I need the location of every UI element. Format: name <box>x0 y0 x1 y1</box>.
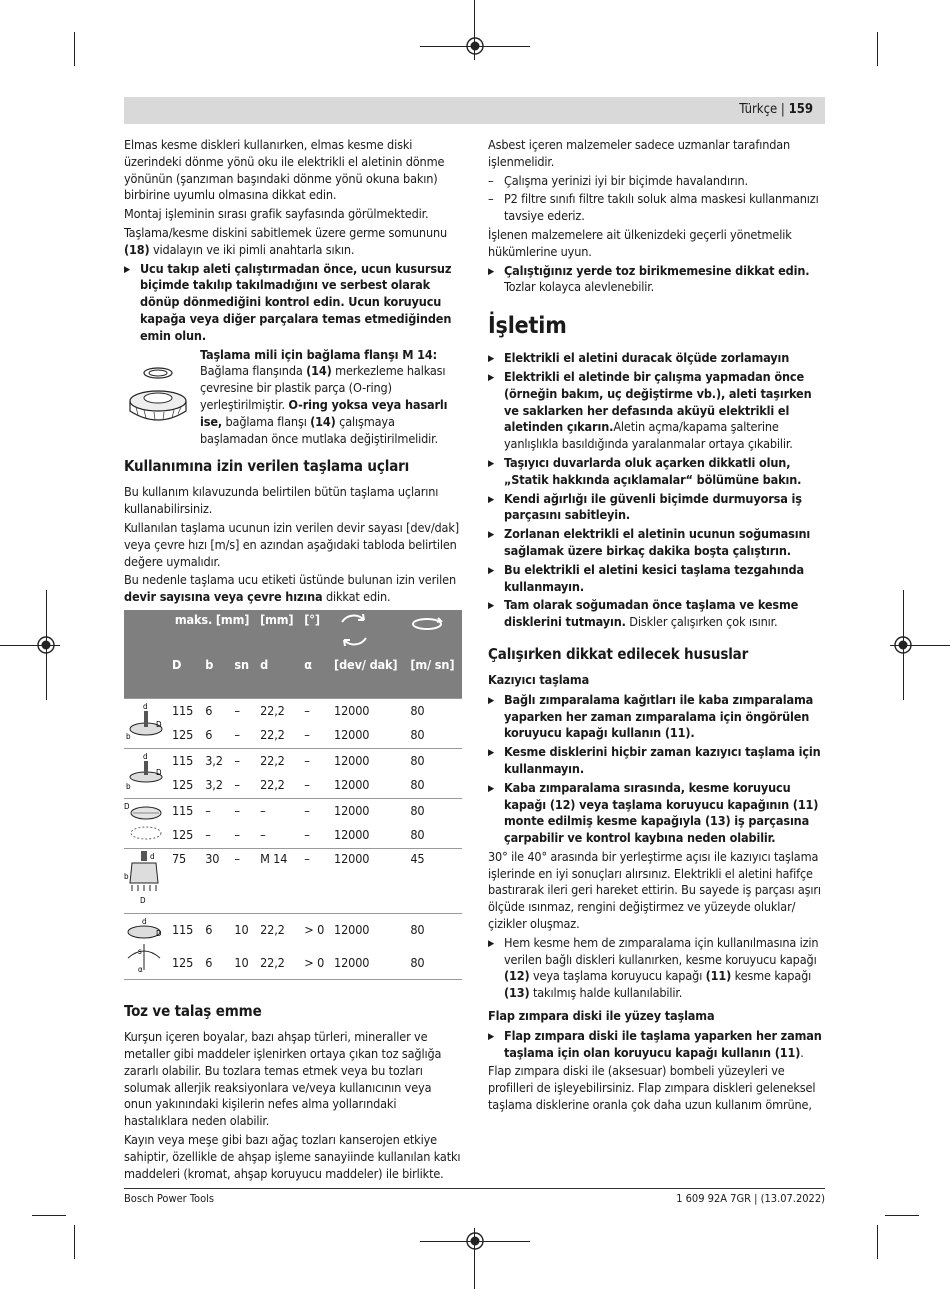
table-cell: 12000 <box>334 954 370 970</box>
disc-type-icon <box>124 848 168 914</box>
warning-bullet: ▶ Ucu takıp aleti çalıştırmadan önce, ucun kusursuz biçimde takılıp takılmadığını ve serbest olarak dönüp dönmediğini kontrol edin. Ucun koruyucu kapağa veya diğer parçalara temas etmediğinden emin olun. <box>124 261 462 345</box>
table-cell: 115 <box>168 914 201 947</box>
table-row <box>124 724 462 749</box>
table-cell: 80 <box>410 777 425 793</box>
table-cell: – <box>234 777 240 793</box>
table-head: maks. [mm] <box>168 610 256 655</box>
crop-mark <box>74 32 75 66</box>
info-bullet: ▶ Hem kesme hem de zımparalama için kullanılmasına izin verilen bağlı diskleri kullanırken, kesme koruyucu kapağı (12) veya taşlama koruyucu kapağı (11) kesme kapağı (13) takılmış halde kullanılabilir. <box>488 935 825 1002</box>
left-column <box>124 137 462 1184</box>
table-cell: – <box>304 827 310 842</box>
table-head: D <box>168 655 201 699</box>
page-header <box>124 97 825 124</box>
warning-bullet: ▶ Flap zımpara diski ile taşlama yaparken her zaman taşlama için olan koruyucu kapağı kullanın (11). <box>488 1028 825 1062</box>
paragraph: Bu nedenle taşlama ucu etiketi üstünde bulunan izin verilen devir sayısına veya çevre hızına dikkat edin. <box>124 572 456 605</box>
table-cell: 30 <box>201 848 230 914</box>
paragraph: 30° ile 40° arasında bir yerleştirme açısı ile kazıyıcı taşlama işlerinde en iyi sonuçları alırsınız. Elektrikli el aletini hafifçe bastırarak ileri geri hareket ettirin. Bu sayede iş parçası aşırı ölçüde ısınmaz, rengini değiştirmez ve yüzeyde oluklar/çizikler oluşmaz. <box>488 848 821 932</box>
warning-bullet: ▶ Bu elektrikli el aletini kesici taşlama tezgahında kullanmayın. <box>488 562 825 596</box>
table-cell: 6 <box>205 727 213 743</box>
table-cell: 80 <box>410 827 425 842</box>
table-cell: 3,2 <box>201 749 230 774</box>
table-cell: – <box>304 727 310 743</box>
dash-item: – Çalışma yerinizi iyi bir biçimde havalandırın. <box>488 173 825 190</box>
table-cell: – <box>300 749 330 774</box>
paragraph: Montaj işleminin sırası grafik sayfasında görülmektedir. <box>124 206 429 222</box>
warning-bullet: ▶ Çalıştığınız yerde toz birikmemesine dikkat edin. Tozlar kolayca alevlenebilir. <box>488 263 825 297</box>
table-cell: 12000 <box>330 749 406 774</box>
disc-type-icon <box>124 914 168 980</box>
table-head: d <box>256 655 300 699</box>
table-cell: 6 <box>201 914 230 947</box>
table-cell: 80 <box>406 749 462 774</box>
crop-mark <box>877 32 878 66</box>
table-cell: 115 <box>168 699 201 724</box>
subheading: Kazıyıcı taşlama <box>488 671 590 687</box>
table-cell: M 14 <box>256 848 300 914</box>
table-cell: 45 <box>406 848 462 914</box>
registration-mark-icon <box>464 1230 486 1252</box>
table-cell: 22,2 <box>256 749 300 774</box>
warning-bullet: ▶ Elektrikli el aletinde bir çalışma yapmadan önce (örneğin bakım, uç değiştirme vb.), aleti taşırken ve saklarken her defasında aküyü elektrikli el aletinden çıkarın.Aletin açma/kapama şalterine yanlışlıkla basıldığında yaralanmalar ortaya çıkabilir. <box>488 369 825 453</box>
table-cell: 10 <box>230 914 256 947</box>
table-head: b <box>201 655 230 699</box>
table-row <box>124 980 462 985</box>
table-cell: – <box>256 798 300 823</box>
disc-type-icon <box>124 749 168 799</box>
disc-type-icon <box>124 699 168 749</box>
table-cell: – <box>234 827 240 842</box>
subheading: Flap zımpara diski ile yüzey taşlama <box>488 1008 715 1024</box>
svg-text:d: d <box>150 851 155 861</box>
svg-text:d: d <box>143 702 148 712</box>
flange-note: Taşlama mili için bağlama flanşı M 14: Bağlama flanşında (14) merkezleme halkası çevresine bir plastik parça (O-ring) yerleştirilmiştir. O-ring yoksa veya hasarlı ise, bağlama flanşı (14) çalışmaya başlamadan önce mutlaka değiştirilmelidir. <box>124 347 462 448</box>
table-cell: 125 <box>172 827 194 842</box>
table-head: α <box>300 655 330 699</box>
crop-mark <box>32 1215 66 1216</box>
table-cell: 115 <box>168 749 201 774</box>
table-cell: – <box>300 699 330 724</box>
table-cell: 125 <box>172 727 194 743</box>
table-cell: > 0 <box>304 954 325 970</box>
svg-text:s: s <box>138 947 142 957</box>
table-cell: 6 <box>201 699 230 724</box>
table-cell: 22,2 <box>260 727 285 743</box>
table-cell: 12000 <box>334 727 370 743</box>
table-cell: 12000 <box>330 699 406 724</box>
crop-mark <box>877 1225 878 1259</box>
table-cell: 22,2 <box>260 954 285 970</box>
table-head: [dev/ dak] <box>330 655 406 699</box>
paragraph: Flap zımpara diski ile (aksesuar) bombeli yüzeyleri ve profilleri de işleyebilirsiniz. Flap zımpara diskleri geleneksel taşlama disklerine oranla çok daha uzun kullanım ömrüne, <box>488 1063 816 1113</box>
table-cell: 80 <box>406 798 462 823</box>
footer-doc-id: 1 609 92A 7GR | (13.07.2022) <box>676 1192 825 1205</box>
right-column <box>488 137 825 1116</box>
warning-bullet: ▶ Elektrikli el aletini duracak ölçüde zorlamayın <box>488 350 825 367</box>
registration-mark-icon <box>892 634 914 656</box>
table-cell: 22,2 <box>256 914 300 947</box>
table-cell: – <box>304 777 310 793</box>
table-head: sn <box>230 655 256 699</box>
warning-bullet: ▶ Tam olarak soğumadan önce taşlama ve kesme disklerini tutmayın. Diskler çalışırken çok ısınır. <box>488 597 825 631</box>
table-cell: 125 <box>172 777 194 793</box>
table-cell: – <box>230 749 256 774</box>
table-head: [mm] <box>256 610 300 655</box>
svg-text:D: D <box>156 929 162 939</box>
paragraph: İşlenen malzemelere ait ülkenizdeki geçerli yönetmelik hükümlerine uyun. <box>488 226 792 259</box>
table-cell: – <box>230 848 256 914</box>
table-cell: 75 <box>168 848 201 914</box>
footer-brand: Bosch Power Tools <box>124 1192 215 1205</box>
section-heading: Toz ve talaş emme <box>124 1002 262 1021</box>
page-number: 159 <box>788 102 813 117</box>
table-cell: 12000 <box>330 798 406 823</box>
table-cell: – <box>300 848 330 914</box>
table-cell: – <box>205 827 211 842</box>
table-row <box>124 947 462 980</box>
paragraph: Kullanılan taşlama ucunun izin verilen devir sayası [dev/dak] veya çevre hızı [m/s] en azından aşağıdaki tabloda belirtilen değere uymalıdır. <box>124 519 460 569</box>
footer-rule <box>124 1188 825 1189</box>
table-cell: 10 <box>234 954 249 970</box>
paragraph: Taşlama/kesme diskini sabitlemek üzere germe somununu (18) vidalayın ve iki pimli anahtarla sıkın. <box>124 224 448 257</box>
table-cell: 80 <box>410 727 425 743</box>
table-cell: 12000 <box>334 777 370 793</box>
paragraph: Kurşun içeren boyalar, bazı ahşap türleri, mineraller ve metaller gibi maddeler işlenirken ortaya çıkan toz sağlığa zararlı olabilir. Bu tozlara temas etmek veya bu tozları solumak allerjik reaksiyonlara ve/veya kullanıcının veya onun yakınındaki kişilerin nefes alma yollarındaki hastalıklara neden olabilir. <box>124 1029 442 1129</box>
table-row <box>124 823 462 848</box>
svg-text:D: D <box>124 801 130 811</box>
warning-bullet: ▶ Bağlı zımparalama kağıtları ile kaba zımparalama yaparken her zaman zımparalama için öngörülen koruyucu kapağı kullanın (11). <box>488 692 825 742</box>
warning-bullet: ▶ Zorlanan elektrikli el aletinin ucunun soğumasını sağlamak üzere birkaç dakika boşta çalıştırın. <box>488 526 825 560</box>
table-head: [°] <box>300 610 330 655</box>
table-row <box>124 848 462 914</box>
table-cell: 80 <box>406 699 462 724</box>
section-heading: Kullanımına izin verilen taşlama uçları <box>124 457 410 476</box>
warning-bullet: ▶ Kendi ağırlığı ile güvenli biçimde durmuyorsa iş parçasını sabitleyin. <box>488 491 825 525</box>
dash-item: – P2 filtre sınıfı filtre takılı soluk alma maskesi kullanmanızı tavsiye ederiz. <box>488 191 825 225</box>
rotation-icon <box>330 610 406 655</box>
table-cell: – <box>234 727 240 743</box>
table-cell: 12000 <box>330 914 406 947</box>
svg-text:D: D <box>156 720 162 730</box>
warning-bullet: ▶ Kesme disklerini hiçbir zaman kazıyıcı taşlama için kullanmayın. <box>488 744 825 778</box>
table-cell: – <box>230 798 256 823</box>
svg-text:D: D <box>156 768 162 778</box>
section-heading: Çalışırken dikkat edilecek hususlar <box>488 644 749 663</box>
svg-text:α: α <box>138 965 143 975</box>
table-cell: – <box>260 827 266 842</box>
table-cell: 3,2 <box>205 777 223 793</box>
warning-bullet: ▶ Kaba zımparalama sırasında, kesme koruyucu kapağı (12) veya taşlama koruyucu kapağının (11) monte edilmiş kesme kapağıyla (13) iş parçasına çarpabilir ve kontrol kaybına neden olabilir. <box>488 780 825 847</box>
table-cell: 12000 <box>330 848 406 914</box>
table-cell: 80 <box>406 914 462 947</box>
paragraph: Asbest içeren malzemeler sadece uzmanlar tarafından işlenmelidir. <box>488 137 791 169</box>
svg-text:b: b <box>126 732 131 742</box>
table-cell: 115 <box>168 798 201 823</box>
table-row <box>124 798 462 823</box>
svg-text:b: b <box>124 871 129 881</box>
crop-mark <box>74 1225 75 1259</box>
svg-text:d: d <box>143 752 148 762</box>
paragraph: Bu kullanım kılavuzunda belirtilen bütün taşlama uçlarını kullanabilirsiniz. <box>124 484 439 517</box>
svg-text:D: D <box>140 895 146 905</box>
table-cell: 6 <box>205 954 213 970</box>
circumference-icon <box>406 610 462 655</box>
table-cell: – <box>300 798 330 823</box>
speed-table <box>124 610 462 984</box>
table-cell: 22,2 <box>260 777 285 793</box>
table-row <box>124 699 462 724</box>
svg-text:b: b <box>126 782 131 792</box>
table-row <box>124 749 462 774</box>
section-heading: İşletim <box>488 313 567 340</box>
table-cell: – <box>230 699 256 724</box>
table-cell: 80 <box>410 954 425 970</box>
registration-mark-icon <box>35 634 57 656</box>
table-cell: > 0 <box>300 914 330 947</box>
registration-mark-icon <box>464 35 486 57</box>
crop-mark <box>885 1215 919 1216</box>
table-row <box>124 914 462 947</box>
table-head: [m/ sn] <box>406 655 462 699</box>
paragraph: Elmas kesme diskleri kullanırken, elmas kesme diski üzerindeki dönme yönü oku ile elektrikli el aletinin dönme yönünün (şanzıman başındaki dönme yönü okuna bakın) birbirine uyumlu olmasına dikkat edin. <box>124 137 445 203</box>
table-cell: 12000 <box>334 827 370 842</box>
header-language: Türkçe <box>739 102 778 117</box>
table-cell: 125 <box>172 954 194 970</box>
disc-type-icon <box>124 798 168 848</box>
header-text: Türkçe | 159 <box>739 102 813 117</box>
paragraph: Kayın veya meşe gibi bazı ağaç tozları kanserojen etkiye sahiptir, özellikle de ahşap işleme sanayiinde kullanılan katkı maddeleri (kromat, ahşap koruyucu maddeler) ile birlikte. <box>124 1131 461 1181</box>
svg-text:d: d <box>142 917 147 927</box>
warning-bullet: ▶ Taşıyıcı duvarlarda oluk açarken dikkatli olun, „Statik hakkında açıklamalar“ bölümüne bakın. <box>488 455 825 489</box>
table-row <box>124 773 462 798</box>
flange-o-ring-icon <box>126 351 190 431</box>
table-cell: – <box>201 798 230 823</box>
table-cell: 22,2 <box>256 699 300 724</box>
